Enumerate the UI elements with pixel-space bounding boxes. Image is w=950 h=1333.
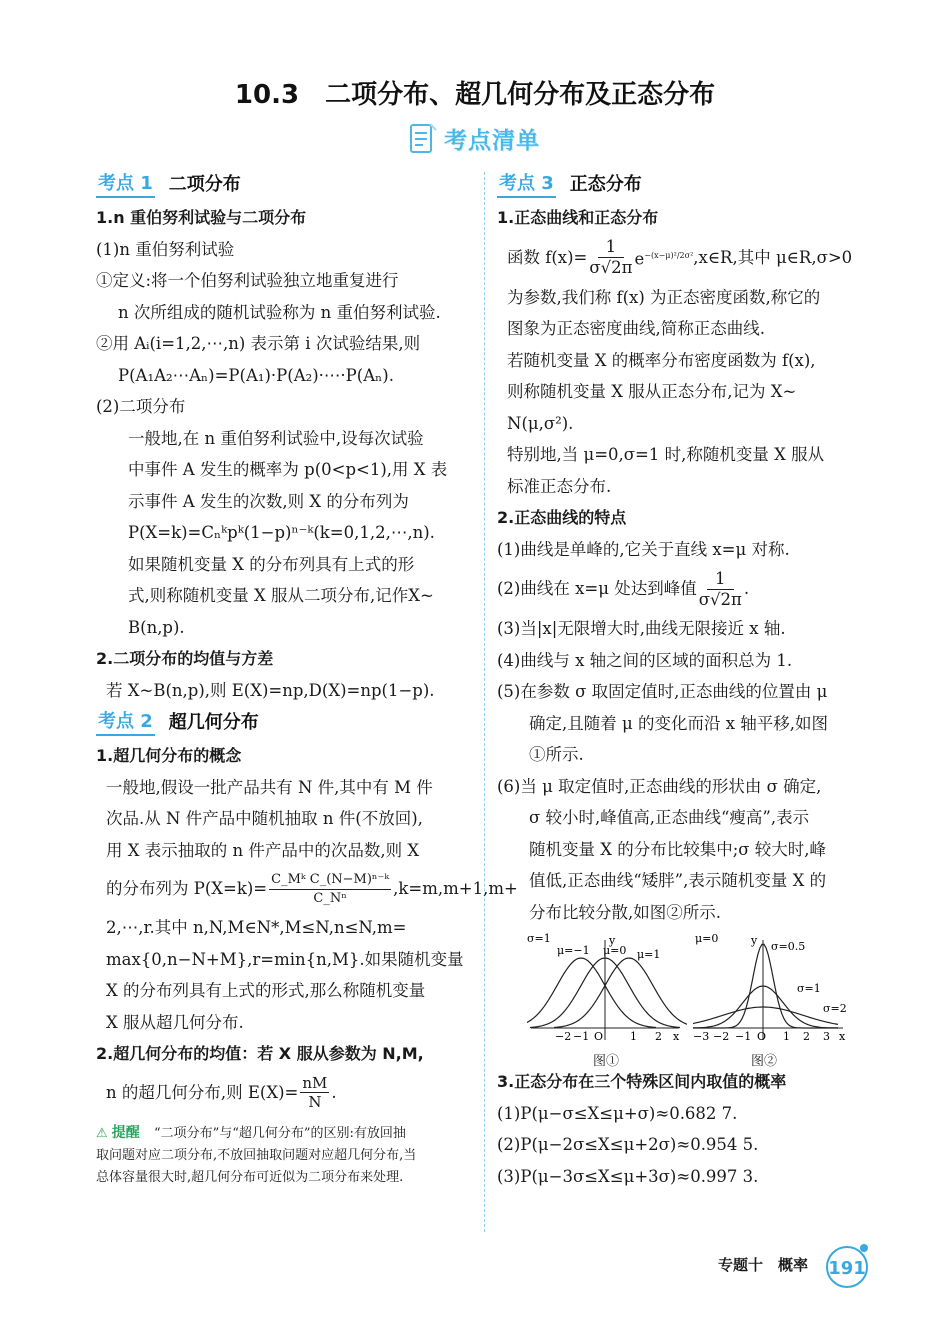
text-line: 图象为正态密度曲线,简称正态曲线.: [507, 319, 765, 338]
section-name: 正态分布: [569, 174, 642, 196]
denominator: σ√2π: [698, 589, 742, 609]
numerator: nM: [302, 1074, 328, 1092]
section-name: 二项分布: [168, 174, 241, 196]
text-line: 若随机变量 X 的概率分布密度函数为 f(x),: [507, 350, 816, 370]
formula-line: P(X=k)=Cₙᵏpᵏ(1−p)ⁿ⁻ᵏ(k=0,1,2,⋯,n).: [128, 523, 435, 542]
section-tag: 考点 2: [96, 710, 155, 736]
page-title: 10.3 二项分布、超几何分布及正态分布: [234, 80, 716, 110]
text-line: ②用 Aᵢ(i=1,2,⋯,n) 表示第 i 次试验结果,则: [96, 334, 421, 353]
section-banner: [408, 120, 558, 158]
fraction: [300, 1074, 329, 1111]
exponent: −(x−μ)²/2σ²: [644, 251, 694, 260]
formula-line: [497, 234, 882, 282]
text-line: ①所示.: [529, 745, 584, 764]
text-line: 式,则称随机变量 X 服从二项分布,记作X~: [128, 586, 434, 605]
text-line: n 次所组成的随机试验称为 n 重伯努利试验.: [118, 302, 441, 322]
fig-label: μ=−1: [557, 944, 590, 957]
fig-label: O: [757, 1030, 767, 1043]
chapter-label: 专题十 概率: [718, 1256, 809, 1274]
text-line: 分布比较分散,如图②所示.: [529, 902, 721, 922]
formula-line: [497, 565, 882, 613]
curve-mu-1: [554, 958, 687, 1027]
text-line: X 的分布列具有上式的形式,那么称随机变量: [106, 981, 426, 1000]
text: (2)曲线在 x=μ 处达到峰值: [497, 579, 697, 599]
text-line: (6)当 μ 取定值时,正态曲线的形状由 σ 确定,: [497, 776, 822, 796]
section-head-1: [96, 168, 476, 202]
text-line: 值低,正态曲线“矮胖”,表示随机变量 X 的: [529, 871, 827, 890]
column-divider: [484, 172, 485, 1232]
tip-line: [96, 1122, 476, 1145]
text-line: 2,⋯,r.其中 n,N,M∈N*,M≤N,n≤N,m=: [106, 918, 407, 937]
fig-label: σ=2: [823, 1002, 847, 1015]
subheading: 1.正态曲线和正态分布: [497, 208, 659, 227]
section-head-3: [497, 168, 882, 202]
text-line: 如果随机变量 X 的分布列具有上式的形: [128, 554, 415, 574]
text: n 的超几何分布,则 E(X)=: [106, 1082, 299, 1102]
tick-label: −2: [713, 1030, 730, 1043]
subheading: 3.正态分布在三个特殊区间内取值的概率: [497, 1072, 787, 1091]
formula-line: P(A₁A₂⋯Aₙ)=P(A₁)·P(A₂)·⋯·P(Aₙ).: [118, 365, 394, 385]
page-number: 191: [826, 1246, 868, 1288]
fig-label: σ=0.5: [771, 940, 806, 953]
text-line: 一般地,假设一批产品共有 N 件,其中有 M 件: [106, 777, 433, 797]
text-line: (5)在参数 σ 取固定值时,正态曲线的位置由 μ: [497, 682, 828, 701]
fig-label: y: [751, 934, 758, 947]
text: .: [331, 1082, 337, 1102]
fraction: [269, 871, 391, 908]
section-name: 超几何分布: [168, 712, 259, 734]
text-line: 次品.从 N 件产品中随机抽取 n 件(不放回),: [106, 809, 423, 828]
fraction: [589, 237, 632, 278]
numerator: 1: [707, 569, 734, 590]
fig-label: y: [609, 934, 616, 947]
figure-caption: 图②: [751, 1054, 778, 1069]
tip-tag: 提醒: [111, 1124, 140, 1141]
curve-sigma-2: [693, 1007, 838, 1024]
text-line: σ 较小时,峰值高,正态曲线“瘦高”,表示: [529, 808, 810, 827]
text: ,k=m,m+1,m+: [393, 879, 518, 899]
denominator: σ√2π: [589, 258, 633, 277]
subheading: 1.n 重伯努利试验与二项分布: [96, 208, 307, 227]
tick-label: 2: [803, 1030, 810, 1043]
fig-label: σ=1: [527, 932, 551, 945]
tick-label: 2: [655, 1030, 662, 1043]
text-line: B(n,p).: [128, 617, 185, 637]
denominator: N: [308, 1093, 322, 1111]
text-line: 标准正态分布.: [507, 476, 612, 496]
tip-box: [96, 1122, 476, 1189]
text-line: 特别地,当 μ=0,σ=1 时,称随机变量 X 服从: [507, 445, 825, 464]
text-line: (1)曲线是单峰的,它关于直线 x=μ 对称.: [497, 539, 790, 559]
fig-label: μ=0: [695, 932, 719, 945]
tick-label: −1: [573, 1030, 590, 1043]
tip-line: 总体容量很大时,超几何分布可近似为二项分布来处理.: [96, 1169, 404, 1185]
denominator: C_Nⁿ: [313, 890, 347, 906]
tick-label: −1: [735, 1030, 752, 1043]
text-line: ①定义:将一个伯努利试验独立地重复进行: [96, 271, 399, 290]
text-line: (2)二项分布: [96, 397, 186, 416]
figure-caption: 图①: [593, 1054, 620, 1069]
subheading: 2.正态曲线的特点: [497, 508, 627, 527]
text-line: 为参数,我们称 f(x) 为正态密度函数,称它的: [507, 287, 821, 307]
text-line: (1)n 重伯努利试验: [96, 239, 235, 259]
fig-label: μ=0: [603, 944, 627, 957]
text: 的分布列为 P(X=k)=: [106, 879, 268, 899]
text-line: 随机变量 X 的分布比较集中;σ 较大时,峰: [529, 839, 827, 859]
tick-label: 1: [630, 1030, 637, 1043]
text-line: max{0,n−N+M},r=min{n,M}.如果随机变量: [106, 949, 464, 969]
formula-line: (3)P(μ−3σ≤X≤μ+3σ)≈0.997 3.: [497, 1166, 759, 1186]
section-tag: 考点 3: [497, 172, 556, 198]
tick-label: −3: [693, 1030, 710, 1043]
tick-label: 1: [783, 1030, 790, 1043]
text-line: (4)曲线与 x 轴之间的区域的面积总为 1.: [497, 650, 793, 670]
fig-label: x: [673, 1030, 680, 1043]
fig-label: μ=1: [637, 948, 661, 961]
formula-line: [96, 866, 518, 912]
warning-icon: ⚠: [96, 1125, 108, 1141]
subheading: 1.超几何分布的概念: [96, 746, 242, 765]
text: 函数 f(x)=: [507, 247, 588, 267]
text: ,x∈R,其中 μ∈R,σ>0: [693, 247, 853, 267]
normal-curve-figures: [497, 932, 882, 1069]
text: .: [743, 579, 750, 599]
text-line: 用 X 表示抽取的 n 件产品中的次品数,则 X: [106, 840, 420, 860]
text-line: X 服从超几何分布.: [106, 1012, 244, 1032]
numerator: 1: [598, 237, 625, 258]
tick-label: −2: [555, 1030, 572, 1043]
formula-line: (1)P(μ−σ≤X≤μ+σ)≈0.682 7.: [497, 1103, 738, 1123]
subheading: 2.超几何分布的均值：若 X 服从参数为 N,M,: [96, 1044, 424, 1063]
left-column: [96, 168, 518, 1189]
text-line: 一般地,在 n 重伯努利试验中,设每次试验: [128, 428, 424, 448]
text-line: 中事件 A 发生的概率为 p(0<p<1),用 X 表: [128, 460, 448, 479]
checklist-icon: [408, 120, 438, 156]
tick-label: 3: [823, 1030, 830, 1043]
fig-label: σ=1: [797, 982, 821, 995]
subheading: 2.二项分布的均值与方差: [96, 649, 274, 668]
fraction: [699, 569, 742, 610]
figure-1: [527, 932, 687, 1044]
figure-2: [693, 932, 863, 1044]
exp: $e^{-(x-\mu)^2/2\sigma^2}$: [634, 249, 694, 269]
section-head-2: [96, 706, 476, 740]
tip-text: “二项分布”与“超几何分布”的区别:有放回抽: [153, 1125, 406, 1141]
formula-line: (2)P(μ−2σ≤X≤μ+2σ)≈0.954 5.: [497, 1135, 759, 1154]
banner-text: 考点清单: [444, 128, 540, 154]
section-tag: 考点 1: [96, 172, 155, 198]
formula-line: 若 X~B(n,p),则 E(X)=np,D(X)=np(1−p).: [106, 680, 435, 700]
tip-line: 取问题对应二项分布,不放回抽取问题对应超几何分布,当: [96, 1147, 417, 1163]
numerator: C_Mᵏ C_(N−M)ⁿ⁻ᵏ: [269, 871, 391, 890]
text-line: N(μ,σ²).: [507, 413, 574, 433]
text-line: 示事件 A 发生的次数,则 X 的分布列为: [128, 491, 409, 511]
formula-line: [96, 1070, 476, 1116]
text-line: 确定,且随着 μ 的变化而沿 x 轴平移,如图: [529, 713, 828, 733]
fig-label: O: [594, 1030, 604, 1043]
fig-label: x: [839, 1030, 846, 1043]
right-column: [497, 168, 882, 1192]
text-line: 则称随机变量 X 服从正态分布,记为 X~: [507, 382, 797, 401]
text-line: (3)当|x|无限增大时,曲线无限接近 x 轴.: [497, 619, 786, 638]
